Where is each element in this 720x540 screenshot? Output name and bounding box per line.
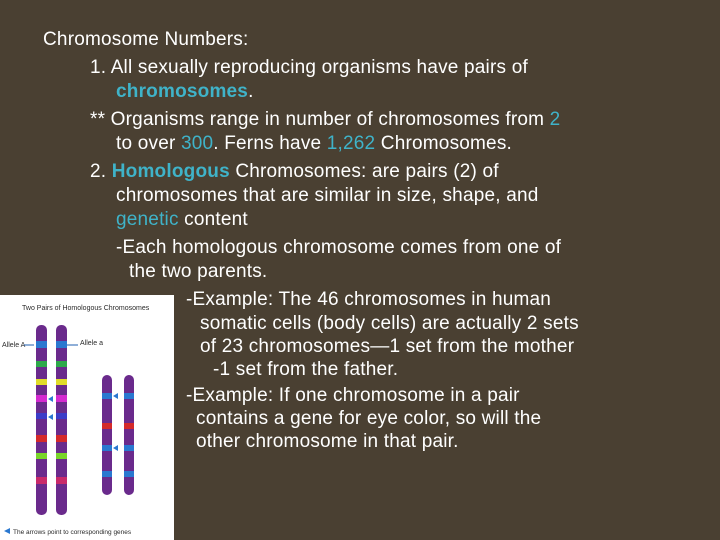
detail-line1 [116,236,561,260]
gene-band [36,413,47,419]
point2-line1 [90,160,499,184]
detail-line2 [129,260,267,284]
gene-band [36,395,47,402]
arrow-icon [48,396,53,402]
gene-band [36,341,47,348]
gene-band [56,453,67,459]
point2-term: Homologous [111,161,230,182]
point2-text-2: chromosomes that are similar in size, shape, and [116,185,539,206]
note-text-2: to over [116,133,181,154]
chromosome-1b [56,325,67,515]
gene-band [56,379,67,385]
example2-line2 [196,407,541,431]
gene-band [36,379,47,385]
gene-band [56,477,67,484]
gene-band [56,361,67,367]
note-line2 [116,132,512,156]
point2-line2 [116,184,539,208]
point1-text: All sexually reproducing organisms have pairs of [110,57,528,78]
slide-heading [43,28,248,52]
point2-line3 [116,208,248,232]
gene-band [102,471,112,477]
gene-band [124,423,134,429]
figure-caption: The arrows point to corresponding genes [13,529,132,536]
note-text-4: Chromosomes. [375,133,513,154]
point2-text-1: Chromosomes: are pairs (2) of [229,161,499,182]
gene-band [56,435,67,442]
arrow-icon [113,445,118,451]
figure-title: Two Pairs of Homologous Chromosomes [22,305,150,312]
note-text-3: . Ferns have [213,133,327,154]
arrow-icon [48,414,53,420]
example1-line4 [213,358,398,382]
arrow-icon [113,393,118,399]
allele-a-small-label: Allele a [80,340,103,347]
gene-band [102,423,112,429]
gene-band [102,445,112,451]
gene-band [124,445,134,451]
chromosome-pair-1 [36,325,67,515]
example2-text-1: -Example: If one chromosome in a pair [186,385,520,406]
example2-line3 [196,430,459,454]
homologous-chromosomes-figure [0,295,174,540]
example1-text-4: -1 set from the father. [213,359,399,380]
note-num-2: 2 [549,109,561,130]
gene-band [36,361,47,367]
example1-line1 [186,288,551,312]
note-num-300: 300 [180,133,214,154]
point1-period: . [248,81,254,102]
point1-term: chromosomes [116,81,249,102]
example1-line3 [200,335,574,359]
gene-band [124,471,134,477]
example2-text-3: other chromosome in that pair. [196,431,459,452]
note-text-1: ** Organisms range in number of chromosomes from [90,109,550,130]
heading-text: Chromosome Numbers: [43,29,249,50]
note-line1 [90,108,560,132]
gene-band [36,435,47,442]
gene-band [124,393,134,399]
gene-band [36,453,47,459]
gene-band [36,477,47,484]
example1-text-1: -Example: The 46 chromosomes in human [186,289,552,310]
gene-band [102,393,112,399]
chromosome-1a [36,325,47,515]
gene-band [56,413,67,419]
chromosome-pair-2 [102,375,134,495]
point1-number: 1. [90,57,107,78]
point2-genetic: genetic [116,209,179,230]
example2-text-2: contains a gene for eye color, so will the [196,408,542,429]
point1-line2 [116,80,254,104]
example2-line1 [186,384,520,408]
point2-text-3: content [178,209,248,230]
allele-a-label: Allele A [2,342,26,349]
point2-number: 2. [90,161,107,182]
point1-line1 [90,56,528,80]
detail-text-1: -Each homologous chromosome comes from one of [116,237,562,258]
example1-text-3: of 23 chromosomes—1 set from the mother [200,336,575,357]
example1-line2 [200,312,579,336]
gene-band [56,395,67,402]
chromosome-diagram [0,295,174,540]
example1-text-2: somatic cells (body cells) are actually 2 sets [200,313,579,334]
detail-text-2: the two parents. [129,261,268,282]
gene-band [56,341,67,348]
note-num-1262: 1,262 [326,133,376,154]
caption-arrow-icon [4,528,10,534]
